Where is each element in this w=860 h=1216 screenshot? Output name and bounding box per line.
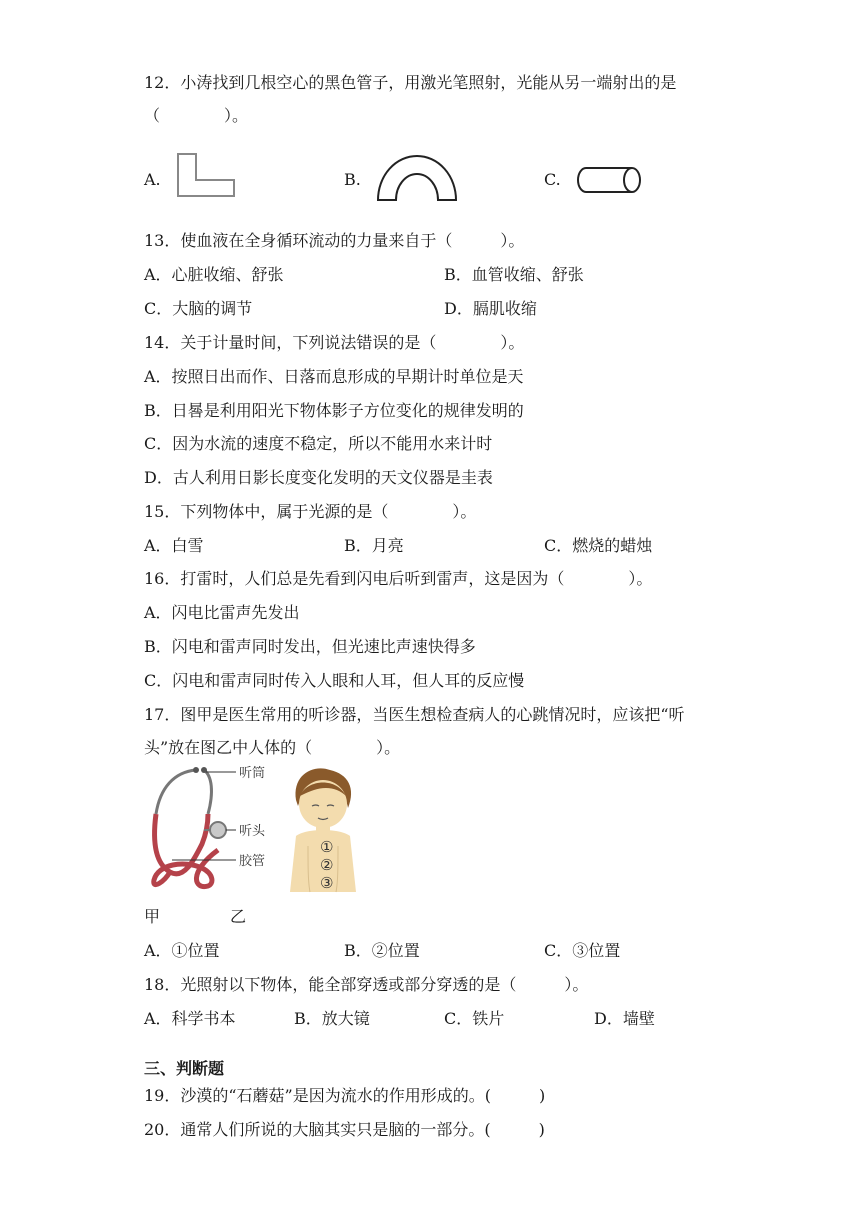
q17-option-b: B．②位置 (344, 941, 420, 960)
q16-option-c: C．闪电和雷声同时传入人眼和人耳，但人耳的反应慢 (144, 671, 525, 690)
l-shaped-pipe-figure (176, 152, 238, 200)
q16-option-b: B．闪电和雷声同时发出，但光速比声速快得多 (144, 637, 476, 656)
section-heading-true-false: 三、判断题 (144, 1059, 225, 1078)
q12-option-b-label: B. (344, 170, 361, 189)
q18-option-d: D．墙壁 (594, 1009, 655, 1028)
q17-stem-line2: 头”放在图乙中人体的（ ）。 (144, 738, 401, 757)
q14-option-a: A．按照日出而作、日落而息形成的早期计时单位是天 (144, 367, 524, 386)
q12-option-a-label: A. (144, 170, 161, 189)
child-body-figure (286, 766, 360, 894)
q15-stem: 15．下列物体中，属于光源的是（ ）。 (144, 502, 477, 521)
q18-option-a: A．科学书本 (144, 1009, 236, 1028)
q17-option-a: A．①位置 (144, 941, 220, 960)
q19-statement: 19．沙漠的“石蘑菇”是因为流水的作用形成的。( ) (144, 1086, 546, 1105)
q18-option-c: C．铁片 (444, 1009, 505, 1028)
figure-caption-yi: 乙 (230, 907, 247, 926)
q18-option-b: B．放大镜 (294, 1009, 370, 1028)
curved-pipe-figure (376, 152, 458, 202)
q17-stem-line1: 17．图甲是医生常用的听诊器，当医生想检查病人的心跳情况时，应该把“听 (144, 705, 685, 724)
q13-option-a: A．心脏收缩、舒张 (144, 265, 284, 284)
q14-option-c: C．因为水流的速度不稳定，所以不能用水来计时 (144, 434, 493, 453)
q12-option-c-label: C. (544, 170, 561, 189)
position-mark-2: ② (320, 856, 334, 874)
label-hose: 胶管 (239, 854, 266, 869)
q15-option-c: C．燃烧的蜡烛 (544, 536, 653, 555)
q16-option-a: A．闪电比雷声先发出 (144, 603, 300, 622)
q12-stem-line2: （ ）。 (144, 106, 249, 125)
label-earpiece: 听筒 (239, 766, 266, 781)
q14-option-b: B．日晷是利用阳光下物体影子方位变化的规律发明的 (144, 401, 524, 420)
position-mark-1: ① (320, 838, 334, 856)
q14-stem: 14．关于计量时间，下列说法错误的是（ ）。 (144, 333, 525, 352)
q15-option-b: B．月亮 (344, 536, 404, 555)
q12-stem-line1: 12．小涛找到几根空心的黑色管子，用激光笔照射，光能从另一端射出的是 (144, 73, 677, 92)
stethoscope-figure (144, 764, 272, 896)
label-chestpiece: 听头 (239, 824, 266, 839)
q14-option-d: D．古人利用日影长度变化发明的天文仪器是圭表 (144, 468, 493, 487)
straight-pipe-figure (576, 166, 642, 196)
q15-option-a: A．白雪 (144, 536, 204, 555)
q17-option-c: C．③位置 (544, 941, 621, 960)
position-mark-3: ③ (320, 874, 334, 892)
q13-option-d: D．膈肌收缩 (444, 299, 537, 318)
q16-stem: 16．打雷时，人们总是先看到闪电后听到雷声，这是因为（ ）。 (144, 569, 653, 588)
q13-option-c: C．大脑的调节 (144, 299, 253, 318)
q13-option-b: B．血管收缩、舒张 (444, 265, 584, 284)
q13-stem: 13．使血液在全身循环流动的力量来自于（ ）。 (144, 231, 525, 250)
q18-stem: 18．光照射以下物体，能全部穿透或部分穿透的是（ ）。 (144, 975, 589, 994)
figure-caption-jia: 甲 (144, 907, 161, 926)
q20-statement: 20．通常人们所说的大脑其实只是脑的一部分。( ) (144, 1120, 545, 1139)
